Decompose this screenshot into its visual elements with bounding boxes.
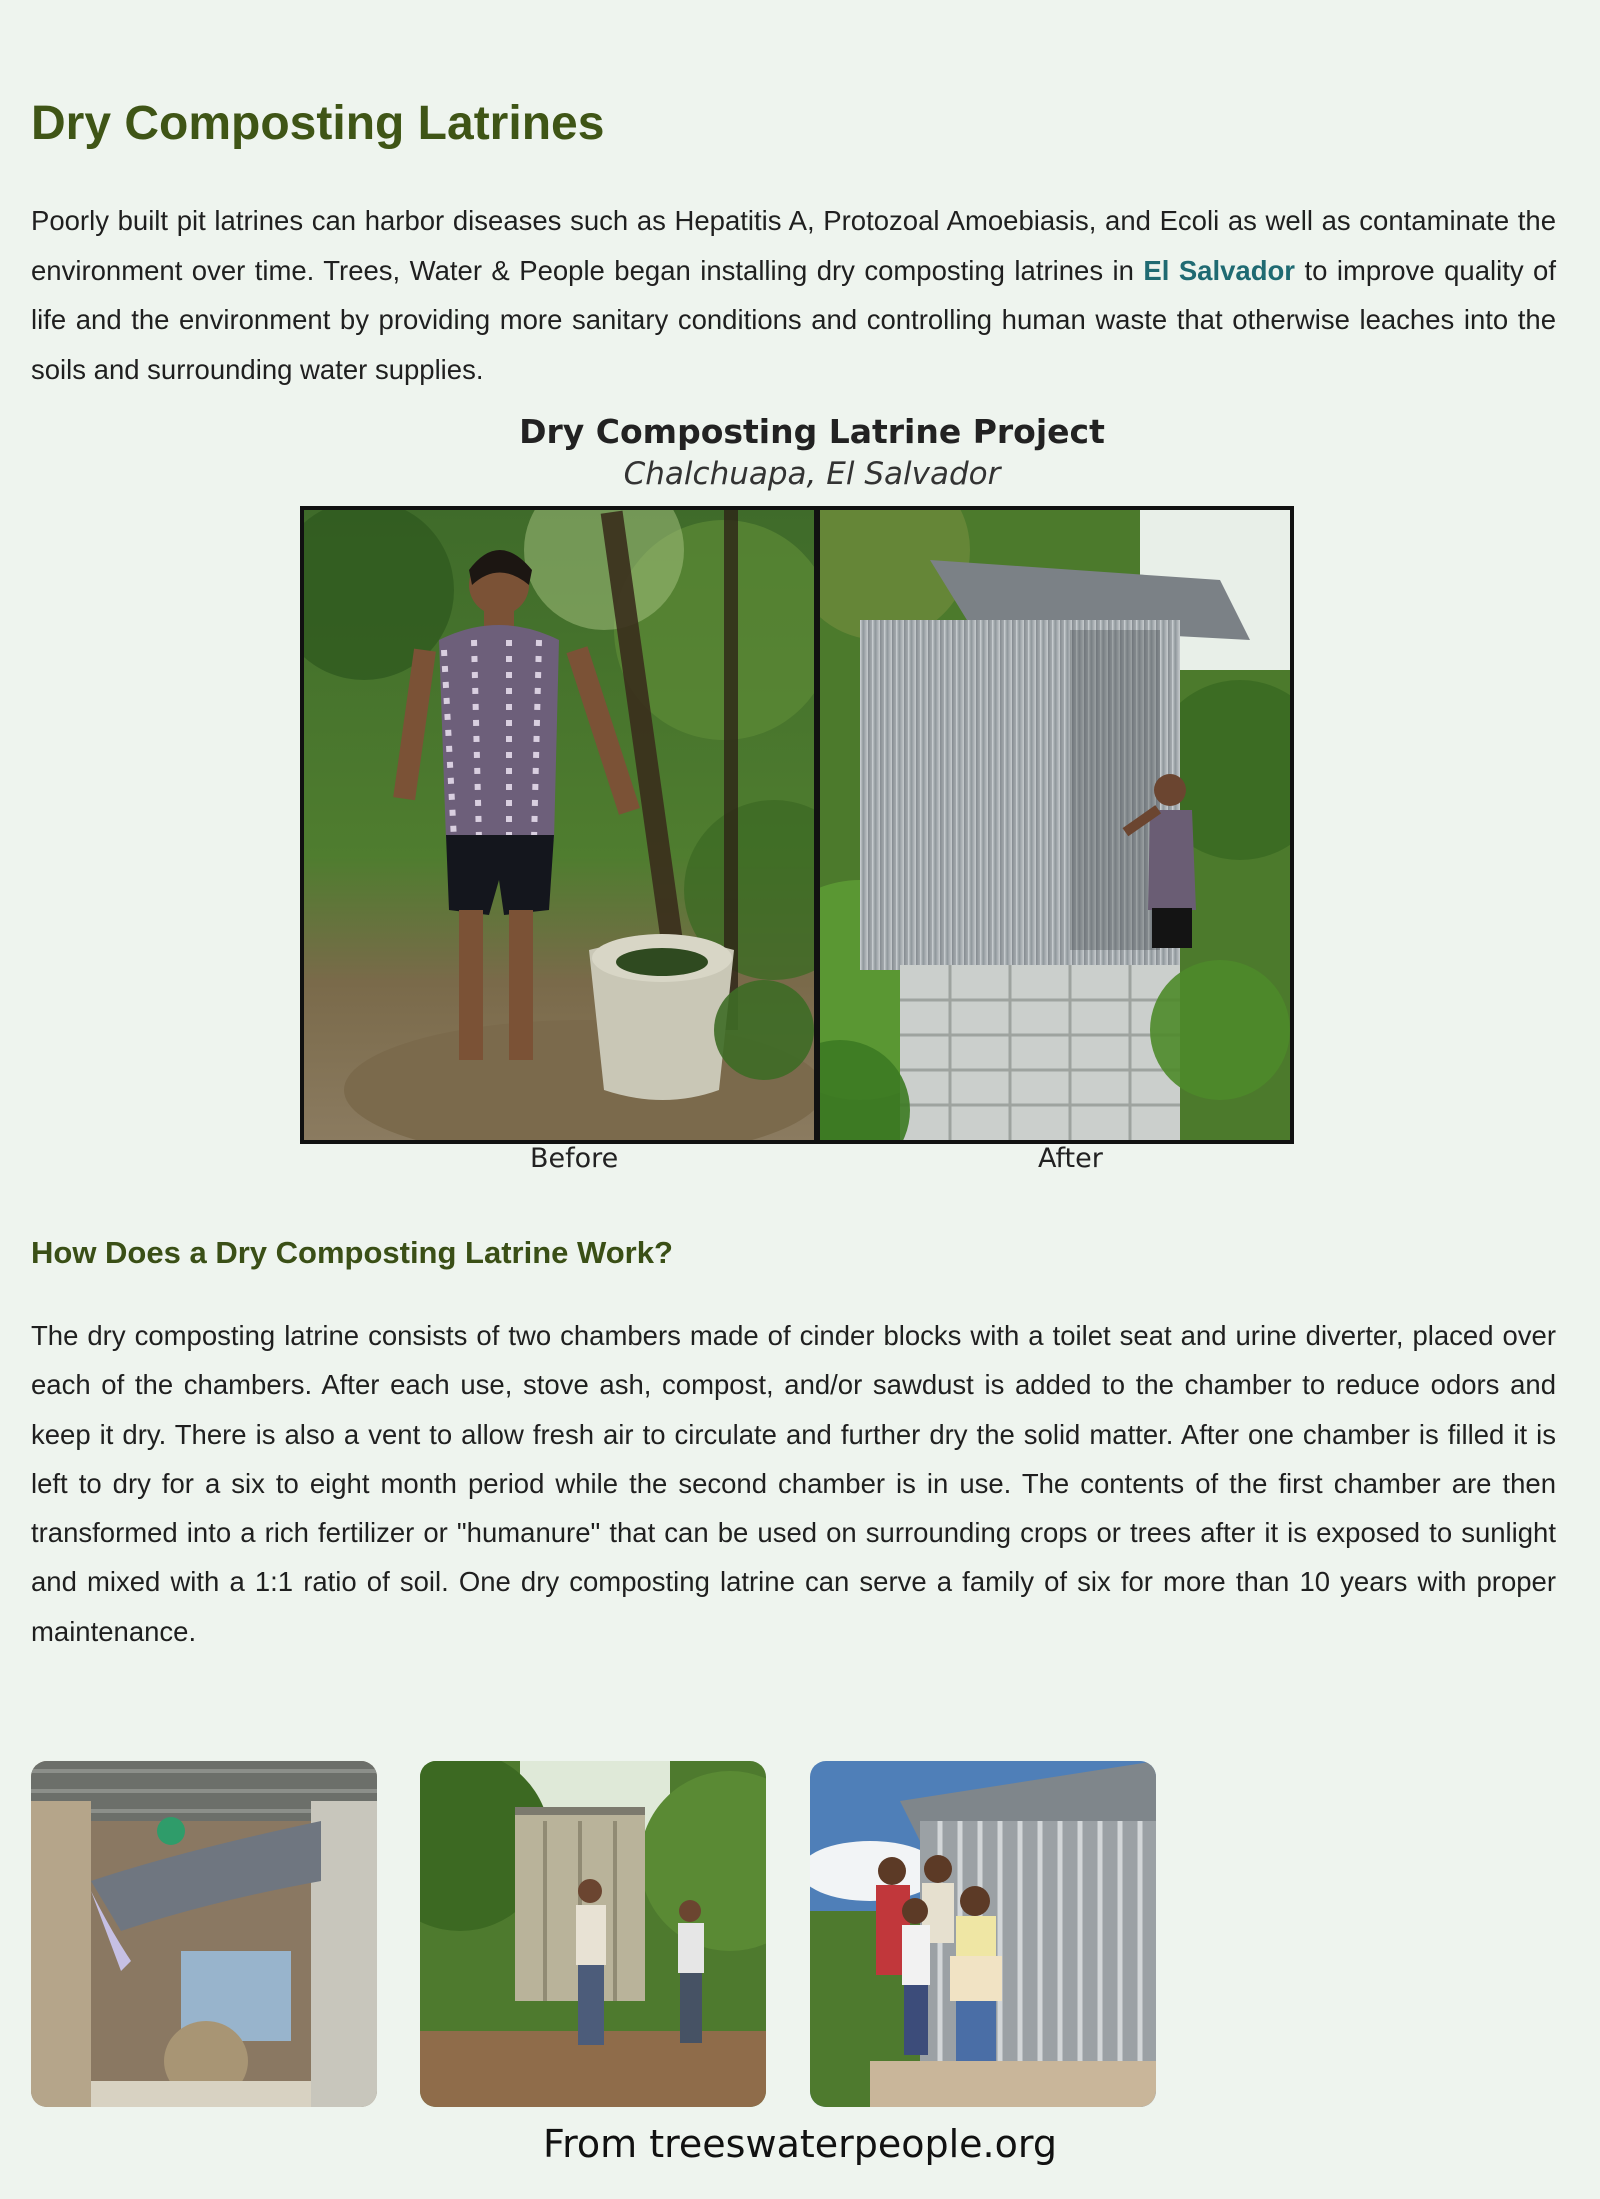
intro-text-end: to improve quality of life and the environment by providing more sanitary conditions and controlling human waste that otherwise leaches into the soils and surrounding water supplies. <box>31 254 1556 385</box>
source-credit: From treeswaterpeople.org <box>543 2122 1057 2166</box>
intro-text-start: Poorly built pit latrines can harbor diseases such as Hepatitis A, Protozoal Amoebiasis, and Ecoli as well as contaminate the environment over time. Trees, Water & People began installing dry composting latrines in <box>31 205 1556 286</box>
after-photo <box>820 510 1290 1140</box>
section-body: The dry composting latrine consists of two chambers made of cinder blocks with a toilet seat and urine diverter, placed over each of the chambers. After each use, stove ash, compost, and/or sawdust is added to the chamber to reduce odors and keep it dry. There is also a vent to allow fresh air to circulate and further dry the solid matter. After one chamber is filled it is left to dry for a six to eight month period while the second chamber is in use. The contents of the first chamber are then transformed into a rich fertilizer or "humanure" that can be used on surrounding crops or trees after it is exposed to sunlight and mixed with a 1:1 ratio of soil. One dry composting latrine can serve a family of six for more than 10 years with proper maintenance. <box>31 1320 1556 1647</box>
before-caption: Before <box>530 1143 619 1174</box>
after-caption: After <box>1038 1143 1103 1174</box>
figure-title: Dry Composting Latrine Project <box>519 412 1105 451</box>
figure-subtitle: Chalchuapa, El Salvador <box>623 456 1001 492</box>
old-latrine-photo <box>31 1761 377 2107</box>
section-heading: How Does a Dry Composting Latrine Work? <box>31 1235 673 1270</box>
new-latrine-photo <box>420 1761 766 2107</box>
family-latrine-photo <box>810 1761 1156 2107</box>
before-photo <box>304 510 814 1140</box>
before-after-figure <box>300 506 1294 1144</box>
page-title: Dry Composting Latrines <box>31 97 605 150</box>
el-salvador-link[interactable]: El Salvador <box>1143 254 1295 286</box>
intro-paragraph <box>31 196 1556 394</box>
